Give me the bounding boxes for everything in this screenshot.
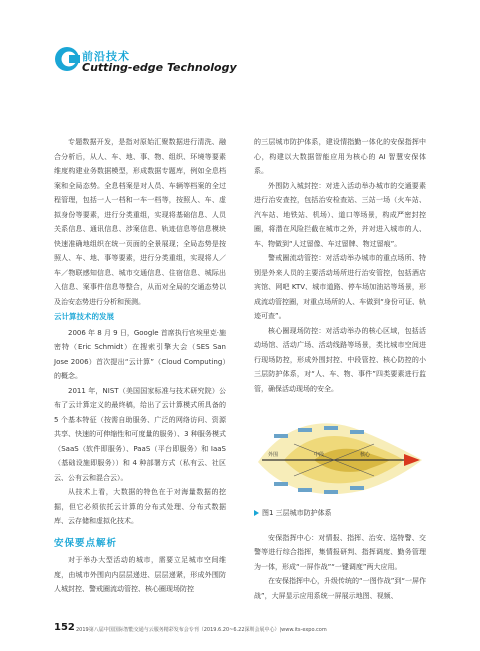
paragraph: 2006 年 8 月 9 日，Google 首席执行官埃里克·施密特（Eric Schmidt）在搜索引擎大会（SES San Jose 2006）首次提出“云计算”（Cloud Computing）的概念。 — [54, 328, 226, 380]
section-title-cn: 前沿技术 — [82, 50, 130, 63]
paragraph: 2011 年，NIST（美国国家标准与技术研究院）公布了云计算定义的最终稿，给出了云计算模式所具备的 5 个基本特征（按需自助服务、广泛的网络访问、资源共享、快速的可伸缩性和可度量的服务）、3 种服务模式（SaaS（软件即服务）、PaaS（平台即服务）和 IaaS（基础设施即服务））和 4 种部署方式（私有云、社区云、公有云和混合云）。 — [54, 386, 226, 482]
paragraph: 在安保指挥中心，升级传统的“一图作战”到“一屏作战”，大屏显示应用系统一屏展示地图、视频、 — [254, 577, 426, 600]
layer-label-middle: 中段 — [314, 452, 325, 458]
section-header — [54, 46, 254, 78]
layer-label-core: 核心 — [360, 452, 371, 458]
paragraph: 从技术上看，大数据的特色在于对海量数据的挖掘，但它必须依托云计算的分布式处理、分布式数据库、云存储和虚拟化技术。 — [54, 488, 226, 525]
paragraph: 对于举办大型活动的城市，需要立足城市空间维度，由城市外围向内层层递进、层层递紧，形成外围防人城封控、警戒圈流动管控、核心圈现场防控 — [54, 556, 226, 593]
section-heading: 安保要点解析 — [54, 537, 118, 549]
subheading: 云计算技术的发展 — [54, 312, 114, 321]
section-logo-icon — [54, 46, 80, 72]
paragraph: 核心圈现场防控：对活动举办的核心区域，包括活动场馆、活动广场、活动线路等场景，类比城市空间进行现场防控，形成外围封控、中段管控、核心防控的小三层防护体系，对“人、车、物、事件”四类要素进行监管，确保活动现场的安全。 — [254, 326, 426, 393]
paragraph: 安保指挥中心：对情报、指挥、治安、巡特警、交警等进行综合指挥，集情报研判、指挥调度、勤务管理为一体，形成“一屏作战”“一键调度”两大应用。 — [254, 533, 426, 571]
right-column — [254, 135, 426, 603]
defense-diagram — [254, 404, 426, 504]
paragraph: 专题数据开发，是指对原始汇聚数据进行清洗、融合分析后，从人、车、地、事、物、组织、环境等要素维度构建业务数据模型，形成数据专题库，例如全息档案和全局态势。全息档案是对人员、车辆等档案的全过程管理，包括一人一档和一车一档等，按照人、车、虚拟身份等要素，进行分类重组，实现将基础信息、人员关系信息、通讯信息、涉案信息、轨迹信息等信息模块快速准确地组织在统一页面的全景展现；全局态势是按照人、车、地、事等要素，进行分类重组，实现将人／车／物联感知信息、城市交通信息、住宿信息、城际出入信息、案事件信息等整合，从而对全局的交通态势以及治安态势进行分析和预测。 — [54, 138, 226, 306]
footer-text: 2019第八届中国国际智能交通与云服务精彩发布会专刊（2019.6.20~6.22深圳会展中心）|www.its-expo.com — [76, 627, 327, 633]
figure-caption-text: 图1 三层城市防护体系 — [262, 509, 332, 517]
left-column — [54, 135, 226, 597]
layer-label-outer: 外围 — [268, 452, 279, 458]
paragraph: 外围防入城封控：对进入活动举办城市的交通要素进行治安查控，包括治安检查站、三站一场（火车站、汽车站、地铁站、机场）、道口等场景，构成严密封控圈，将潜在风险拦截在城市之外，并对进入城市的人、车、物做到“人过留像、车过留牌、物过留痕”。 — [254, 181, 426, 248]
figure-caption — [254, 506, 426, 521]
page-footer — [54, 622, 434, 634]
paragraph: 警戒圈流动管控：对活动举办城市的重点场所、特别是外来人员的主要活动场所进行治安管控，包括酒店宾馆、网吧 KTV、城市道路、停车场加油站等场景，形成流动管控圈，对重点场所的人、车做到“身份可证、轨迹可查”。 — [254, 254, 426, 320]
section-title-en: Cutting-edge Technology — [82, 61, 237, 74]
page-number: 152 — [54, 622, 75, 633]
paragraph: 的三层城市防护体系，建设情指勤一体化的安保指挥中心，构建以大数据智能应用为核心的 AI 智慧安保体系。 — [254, 138, 426, 175]
three-layer-defense-figure — [254, 404, 426, 504]
caption-marker-icon — [254, 510, 259, 516]
